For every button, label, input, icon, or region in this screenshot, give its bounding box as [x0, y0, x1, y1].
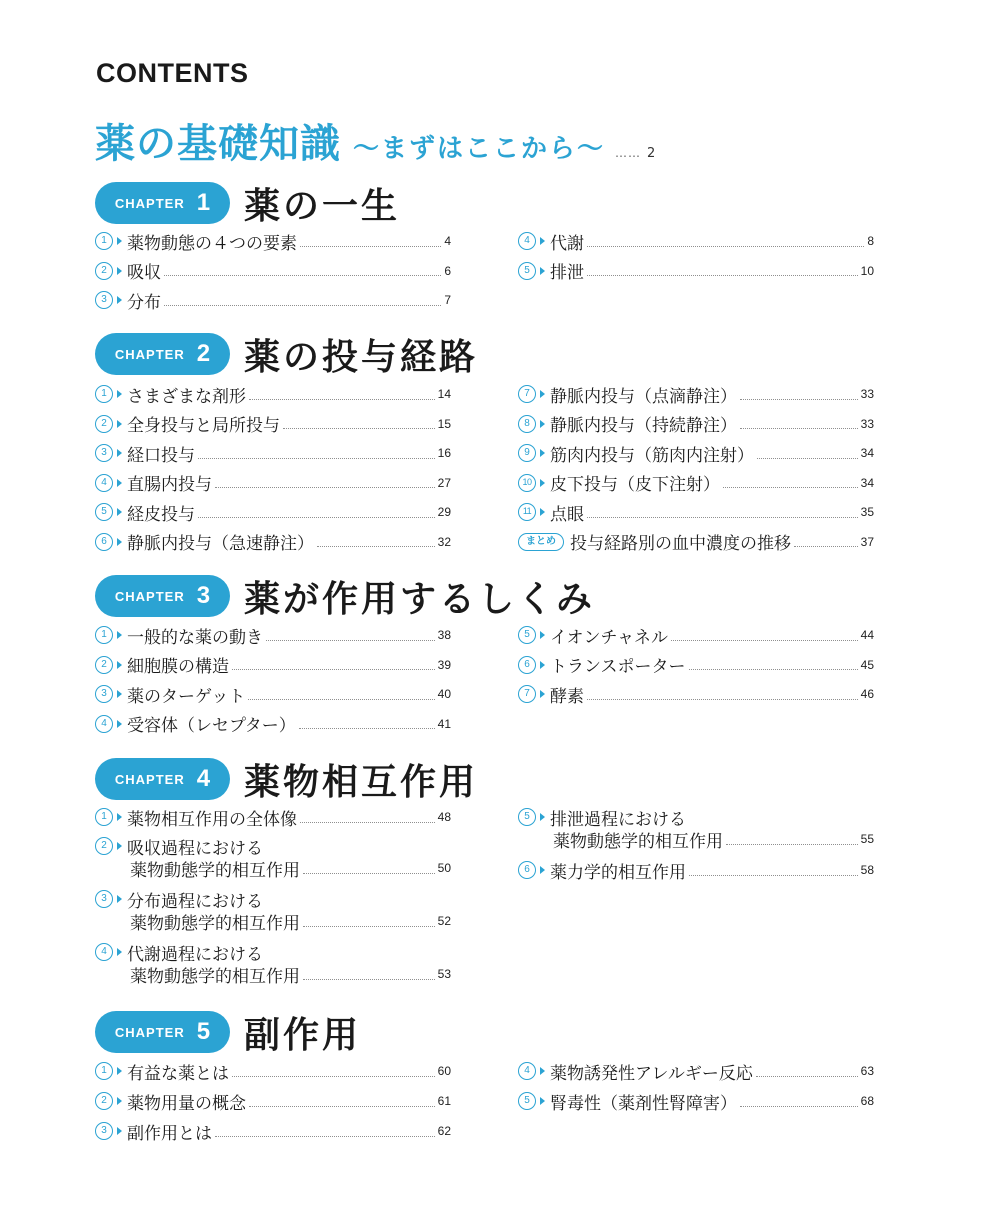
- entry-page-number: 34: [860, 446, 874, 461]
- entry-number-badge: 1: [95, 232, 113, 250]
- triangle-marker-icon: [540, 813, 545, 821]
- dotted-leader: [249, 1106, 435, 1107]
- entry-title: 静脈内投与（持続静注）: [550, 416, 737, 437]
- entry-title: 腎毒性（薬剤性腎障害）: [550, 1093, 737, 1114]
- entry-number-badge: 5: [518, 626, 536, 644]
- chapter-title: 副作用: [244, 1014, 362, 1056]
- entry-number-badge: 4: [518, 1062, 536, 1080]
- entry-page-number: 46: [860, 687, 874, 701]
- triangle-marker-icon: [540, 508, 545, 516]
- dotted-leader: [587, 699, 858, 700]
- entry-page-number: 4: [444, 234, 451, 248]
- dotted-leader: [198, 517, 435, 518]
- chapter-label: CHAPTER: [114, 346, 185, 362]
- entry-number-badge: 4: [95, 715, 113, 733]
- entry-number-badge: 4: [95, 474, 113, 492]
- toc-entry[interactable]: [95, 413, 451, 443]
- dotted-leader: [283, 428, 435, 429]
- dotted-leader: [726, 844, 858, 845]
- dotted-leader: [740, 399, 858, 400]
- toc-entry[interactable]: [95, 1060, 451, 1090]
- toc-entry[interactable]: [95, 835, 451, 888]
- entry-title-line-2: 薬物動態学的相互作用: [130, 913, 300, 934]
- entry-page-number: 48: [437, 810, 451, 824]
- entry-title: 筋肉内投与（筋肉内注射）: [550, 445, 754, 466]
- toc-entry[interactable]: [95, 501, 451, 531]
- triangle-marker-icon: [540, 1097, 545, 1105]
- triangle-marker-icon: [117, 479, 122, 487]
- dotted-leader: [740, 1106, 858, 1107]
- entry-page-number: 68: [860, 1094, 874, 1108]
- dotted-leader: [232, 1076, 435, 1077]
- entry-number-badge: 5: [518, 262, 536, 280]
- entry-page-number: 27: [437, 475, 451, 490]
- triangle-marker-icon: [117, 813, 122, 821]
- toc-entry[interactable]: [95, 1120, 451, 1150]
- chapter-title: 薬の一生: [244, 185, 401, 227]
- entry-title: 有益な薬とは: [127, 1063, 229, 1084]
- chapter-4-right-column: [518, 806, 874, 888]
- triangle-marker-icon: [117, 690, 122, 698]
- contents-heading: CONTENTS: [96, 58, 249, 88]
- dotted-leader: [587, 275, 858, 276]
- entry-title: 投与経路別の血中濃度の推移: [570, 534, 791, 555]
- triangle-marker-icon: [117, 1097, 122, 1105]
- entry-title-line-2: 薬物動態学的相互作用: [130, 966, 300, 987]
- entry-number-badge: 1: [95, 808, 113, 826]
- entry-title: 代謝: [550, 233, 584, 254]
- entry-title: 代謝過程における: [127, 944, 263, 965]
- entry-number-badge: 4: [95, 943, 113, 961]
- toc-entry[interactable]: [95, 941, 451, 994]
- triangle-marker-icon: [540, 690, 545, 698]
- chapter-1-left-column: [95, 230, 451, 319]
- chapter-badge: [95, 575, 230, 617]
- entry-number-badge: 5: [95, 503, 113, 521]
- entry-title: 薬物用量の概念: [127, 1093, 246, 1114]
- entry-page-number: 34: [860, 475, 874, 490]
- entry-number-badge: 1: [95, 385, 113, 403]
- triangle-marker-icon: [540, 866, 545, 874]
- toc-entry[interactable]: [95, 624, 451, 654]
- dotted-leader: [300, 246, 441, 247]
- entry-page-number: 39: [437, 657, 451, 672]
- chapter-number: 3: [196, 582, 211, 609]
- toc-entry[interactable]: [95, 654, 451, 684]
- chapter-3-right-column: [518, 624, 874, 713]
- triangle-marker-icon: [540, 631, 545, 639]
- summary-badge: まとめ: [518, 533, 564, 551]
- dotted-leader: [164, 275, 441, 276]
- dotted-leader: [671, 640, 858, 641]
- entry-number-badge: 2: [95, 1092, 113, 1110]
- dotted-leader: [164, 305, 441, 306]
- entry-page-number: 52: [437, 914, 451, 928]
- entry-page-number: 14: [437, 387, 451, 401]
- triangle-marker-icon: [117, 948, 122, 956]
- entry-title: 分布過程における: [127, 891, 263, 912]
- triangle-marker-icon: [540, 449, 545, 457]
- entry-number-badge: 11: [518, 503, 536, 521]
- entry-number-badge: 3: [95, 685, 113, 703]
- entry-number-badge: 7: [518, 685, 536, 703]
- entry-title: 静脈内投与（急速静注）: [127, 534, 314, 555]
- entry-page-number: 62: [437, 1124, 451, 1138]
- entry-page-number: 58: [860, 863, 874, 877]
- toc-entry[interactable]: [95, 383, 451, 413]
- entry-title: 副作用とは: [127, 1123, 212, 1144]
- dotted-leader: [215, 1136, 435, 1137]
- triangle-marker-icon: [540, 420, 545, 428]
- toc-entry[interactable]: [518, 230, 874, 260]
- chapter-1-right-column: [518, 230, 874, 289]
- toc-entry[interactable]: [95, 289, 451, 319]
- entry-number-badge: 3: [95, 1122, 113, 1140]
- entry-number-badge: 6: [518, 656, 536, 674]
- entry-page-number: 37: [860, 534, 874, 549]
- entry-number-badge: 5: [518, 808, 536, 826]
- entry-title: 薬力学的相互作用: [550, 862, 686, 883]
- dotted-leader: [266, 640, 435, 641]
- dotted-leader: [198, 458, 435, 459]
- toc-entry[interactable]: [95, 713, 451, 743]
- intro-title: 薬の基礎知識: [95, 121, 341, 167]
- triangle-marker-icon: [117, 1067, 122, 1075]
- entry-page-number: 32: [437, 534, 451, 549]
- entry-title-line-2: 薬物動態学的相互作用: [130, 860, 300, 881]
- triangle-marker-icon: [117, 720, 122, 728]
- entry-page-number: 63: [860, 1064, 874, 1078]
- entry-page-number: 38: [437, 628, 451, 642]
- entry-page-number: 7: [444, 293, 451, 307]
- triangle-marker-icon: [117, 538, 122, 546]
- chapter-2-heading[interactable]: [95, 331, 478, 377]
- chapter-label: CHAPTER: [114, 1024, 185, 1040]
- entry-page-number: 6: [444, 263, 451, 278]
- chapter-5-left-column: [95, 1060, 451, 1150]
- chapter-number: 2: [196, 340, 211, 367]
- dotted-leader: [689, 669, 858, 670]
- triangle-marker-icon: [540, 1067, 545, 1075]
- entry-page-number: 44: [860, 628, 874, 642]
- entry-title: 薬物誘発性アレルギー反応: [550, 1063, 753, 1084]
- toc-entry[interactable]: [518, 859, 874, 888]
- entry-number-badge: 3: [95, 444, 113, 462]
- dotted-leader: [689, 875, 858, 876]
- triangle-marker-icon: [117, 449, 122, 457]
- toc-entry[interactable]: [518, 501, 874, 531]
- triangle-marker-icon: [540, 479, 545, 487]
- chapter-label: CHAPTER: [114, 195, 185, 211]
- toc-entry[interactable]: [518, 806, 874, 859]
- entry-title: 分布: [127, 292, 161, 313]
- chapter-title: 薬が作用するしくみ: [244, 578, 596, 620]
- toc-entry[interactable]: [95, 1090, 451, 1120]
- toc-entry[interactable]: [518, 472, 874, 502]
- intro-subtitle: ～まずはここから～: [353, 134, 606, 164]
- entry-title: 経口投与: [127, 445, 195, 466]
- dotted-leader: [587, 246, 864, 247]
- chapter-title: 薬の投与経路: [244, 336, 479, 378]
- entry-number-badge: 1: [95, 1062, 113, 1080]
- toc-entry[interactable]: [518, 654, 874, 684]
- triangle-marker-icon: [117, 508, 122, 516]
- dotted-leader: [215, 487, 435, 488]
- entry-page-number: 60: [437, 1064, 451, 1078]
- chapter-number: 1: [196, 189, 211, 216]
- entry-number-badge: 5: [518, 1092, 536, 1110]
- entry-page-number: 16: [437, 446, 451, 461]
- entry-title: 薬物動態の４つの要素: [127, 233, 297, 254]
- triangle-marker-icon: [540, 267, 545, 275]
- toc-entry[interactable]: [95, 230, 451, 260]
- entry-page-number: 33: [860, 416, 874, 431]
- triangle-marker-icon: [117, 390, 122, 398]
- triangle-marker-icon: [117, 631, 122, 639]
- entry-title: 薬のターゲット: [127, 686, 246, 707]
- triangle-marker-icon: [117, 661, 122, 669]
- chapter-badge: [95, 758, 230, 800]
- entry-page-number: 53: [437, 967, 451, 981]
- chapter-label: CHAPTER: [114, 588, 185, 604]
- chapter-1-heading[interactable]: [95, 180, 400, 226]
- toc-entry[interactable]: [95, 888, 451, 941]
- entry-number-badge: 10: [518, 474, 536, 492]
- dotted-leader: [723, 487, 858, 488]
- dotted-leader: [740, 428, 858, 429]
- triangle-marker-icon: [117, 895, 122, 903]
- entry-page-number: 29: [437, 505, 451, 520]
- entry-title: 静脈内投与（点滴静注）: [550, 386, 737, 407]
- chapter-2-right-column: [518, 383, 874, 561]
- chapter-4-left-column: [95, 806, 451, 994]
- chapter-5-right-column: [518, 1060, 874, 1120]
- entry-page-number: 33: [860, 387, 874, 401]
- chapter-badge: [95, 333, 230, 375]
- dotted-leader: [249, 399, 435, 400]
- triangle-marker-icon: [117, 237, 122, 245]
- dotted-leader: [756, 1076, 858, 1077]
- entry-title: 一般的な薬の動き: [127, 627, 263, 648]
- intro-leader: ……: [615, 146, 642, 160]
- entry-title: イオンチャネル: [550, 627, 668, 648]
- dotted-leader: [303, 926, 435, 927]
- toc-entry[interactable]: [95, 472, 451, 502]
- dotted-leader: [757, 458, 858, 459]
- toc-entry[interactable]: [95, 683, 451, 713]
- chapter-label: CHAPTER: [114, 771, 185, 787]
- intro-page-number: 2: [647, 146, 656, 161]
- toc-entry[interactable]: [518, 260, 874, 290]
- dotted-leader: [317, 546, 435, 547]
- entry-number-badge: 2: [95, 415, 113, 433]
- dotted-leader: [300, 822, 435, 823]
- entry-number-badge: 4: [518, 232, 536, 250]
- triangle-marker-icon: [540, 390, 545, 398]
- chapter-badge: [95, 182, 230, 224]
- chapter-badge: [95, 1011, 230, 1053]
- entry-number-badge: 6: [518, 861, 536, 879]
- entry-title: 酵素: [550, 686, 584, 707]
- entry-title: 点眼: [550, 504, 584, 525]
- chapter-title: 薬物相互作用: [244, 761, 479, 803]
- entry-page-number: 15: [437, 416, 451, 431]
- toc-entry[interactable]: [518, 413, 874, 443]
- entry-page-number: 41: [437, 716, 451, 731]
- toc-entry[interactable]: [95, 531, 451, 561]
- entry-page-number: 40: [437, 687, 451, 701]
- toc-entry[interactable]: [518, 1060, 874, 1090]
- triangle-marker-icon: [540, 661, 545, 669]
- triangle-marker-icon: [117, 296, 122, 304]
- entry-page-number: 35: [860, 505, 874, 520]
- entry-number-badge: 3: [95, 291, 113, 309]
- dotted-leader: [299, 728, 435, 729]
- chapter-3-left-column: [95, 624, 451, 742]
- triangle-marker-icon: [117, 842, 122, 850]
- chapter-4-heading[interactable]: [95, 756, 478, 802]
- triangle-marker-icon: [117, 1127, 122, 1135]
- toc-entry[interactable]: [95, 806, 451, 835]
- entry-page-number: 45: [860, 657, 874, 672]
- entry-page-number: 61: [437, 1094, 451, 1108]
- dotted-leader: [303, 979, 435, 980]
- triangle-marker-icon: [117, 420, 122, 428]
- entry-number-badge: 2: [95, 656, 113, 674]
- entry-number-badge: 6: [95, 533, 113, 551]
- chapter-number: 5: [196, 1018, 211, 1045]
- entry-title-line-2: 薬物動態学的相互作用: [553, 831, 723, 852]
- entry-title: さまざまな剤形: [127, 386, 246, 407]
- entry-title: 直腸内投与: [127, 475, 212, 496]
- entry-page-number: 55: [860, 832, 874, 846]
- entry-title: 吸収過程における: [127, 838, 263, 859]
- toc-entry[interactable]: [95, 260, 451, 290]
- toc-entry[interactable]: [518, 1090, 874, 1120]
- entry-page-number: 8: [867, 234, 874, 248]
- dotted-leader: [248, 699, 434, 700]
- toc-summary-entry[interactable]: [518, 531, 874, 561]
- entry-title: 皮下投与（皮下注射）: [550, 475, 720, 496]
- entry-title: 排泄過程における: [550, 809, 686, 830]
- entry-number-badge: 3: [95, 890, 113, 908]
- dotted-leader: [587, 517, 858, 518]
- entry-page-number: 50: [437, 861, 451, 875]
- chapter-2-left-column: [95, 383, 451, 561]
- toc-entry[interactable]: [518, 442, 874, 472]
- entry-title: 薬物相互作用の全体像: [127, 809, 297, 830]
- triangle-marker-icon: [540, 237, 545, 245]
- entry-page-number: 10: [860, 263, 874, 278]
- entry-number-badge: 2: [95, 262, 113, 280]
- entry-title: 吸収: [127, 263, 161, 283]
- entry-number-badge: 1: [95, 626, 113, 644]
- entry-title: 受容体（レセプター）: [127, 716, 296, 736]
- chapter-3-heading[interactable]: [95, 573, 595, 619]
- triangle-marker-icon: [117, 267, 122, 275]
- entry-number-badge: 2: [95, 837, 113, 855]
- chapter-number: 4: [196, 765, 211, 792]
- toc-entry[interactable]: [95, 442, 451, 472]
- entry-number-badge: 7: [518, 385, 536, 403]
- toc-entry[interactable]: [518, 624, 874, 654]
- toc-entry[interactable]: [518, 383, 874, 413]
- entry-title: 経皮投与: [127, 504, 195, 525]
- chapter-5-heading[interactable]: [95, 1009, 361, 1055]
- dotted-leader: [794, 546, 858, 547]
- intro-entry[interactable]: [95, 112, 656, 167]
- entry-title: 排泄: [550, 263, 584, 283]
- entry-number-badge: 8: [518, 415, 536, 433]
- entry-title: 全身投与と局所投与: [127, 416, 280, 437]
- entry-number-badge: 9: [518, 444, 536, 462]
- entry-title: トランスポーター: [550, 657, 686, 677]
- entry-title: 細胞膜の構造: [127, 657, 229, 677]
- dotted-leader: [303, 873, 435, 874]
- toc-entry[interactable]: [518, 683, 874, 713]
- dotted-leader: [232, 669, 435, 670]
